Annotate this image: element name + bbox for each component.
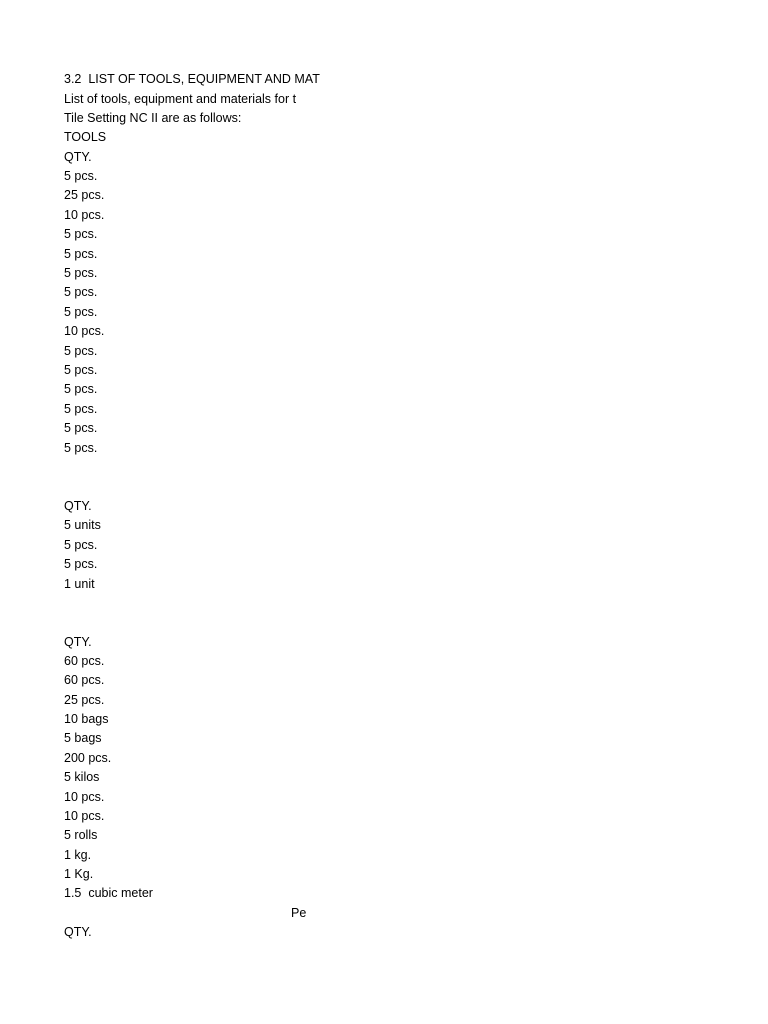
equipment-qty-item: 5 pcs. [64, 557, 98, 571]
tools-label: TOOLS [64, 130, 107, 144]
tools-qty-item: 5 pcs. [64, 305, 98, 319]
document-column [0, 0, 320, 1024]
materials-qty-item: 5 kilos [64, 770, 100, 784]
tools-qty-item: 25 pcs. [64, 188, 105, 202]
tools-qty-item: 5 pcs. [64, 402, 98, 416]
tools-qty-item: 5 pcs. [64, 382, 98, 396]
intro-text-line1: List of tools, equipment and materials for t [64, 92, 297, 106]
materials-qty-header: QTY. [64, 635, 92, 649]
materials-qty-item: 60 pcs. [64, 654, 105, 668]
materials-qty-item: 5 bags [64, 731, 102, 745]
materials-qty-item: 10 pcs. [64, 809, 105, 823]
tools-qty-item: 5 pcs. [64, 169, 98, 183]
intro-text-line2: Tile Setting NC II are as follows: [64, 111, 242, 125]
materials-qty-item: 200 pcs. [64, 751, 112, 765]
tools-qty-header: QTY. [64, 150, 92, 164]
tools-qty-item: 5 pcs. [64, 266, 98, 280]
materials-qty-item: 1 Kg. [64, 867, 94, 881]
last-qty-header: QTY. [64, 925, 92, 939]
materials-qty-item: 5 rolls [64, 828, 98, 842]
page-footer-fragment: Pe [291, 906, 307, 920]
tools-qty-item: 10 pcs. [64, 324, 105, 338]
tools-qty-item: 5 pcs. [64, 441, 98, 455]
tools-qty-item: 5 pcs. [64, 227, 98, 241]
tools-qty-item: 5 pcs. [64, 344, 98, 358]
tools-qty-item: 10 pcs. [64, 208, 105, 222]
tools-qty-item: 5 pcs. [64, 285, 98, 299]
materials-qty-item: 25 pcs. [64, 693, 105, 707]
tools-qty-item: 5 pcs. [64, 363, 98, 377]
materials-qty-item: 1.5 cubic meter [64, 886, 153, 900]
tools-qty-item: 5 pcs. [64, 421, 98, 435]
equipment-qty-item: 5 units [64, 518, 101, 532]
materials-qty-item: 1 kg. [64, 848, 92, 862]
equipment-qty-header: QTY. [64, 499, 92, 513]
section-heading: 3.2 LIST OF TOOLS, EQUIPMENT AND MAT [64, 72, 320, 86]
equipment-qty-item: 1 unit [64, 577, 95, 591]
materials-qty-item: 60 pcs. [64, 673, 105, 687]
equipment-qty-item: 5 pcs. [64, 538, 98, 552]
materials-qty-item: 10 pcs. [64, 790, 105, 804]
materials-qty-item: 10 bags [64, 712, 109, 726]
tools-qty-item: 5 pcs. [64, 247, 98, 261]
